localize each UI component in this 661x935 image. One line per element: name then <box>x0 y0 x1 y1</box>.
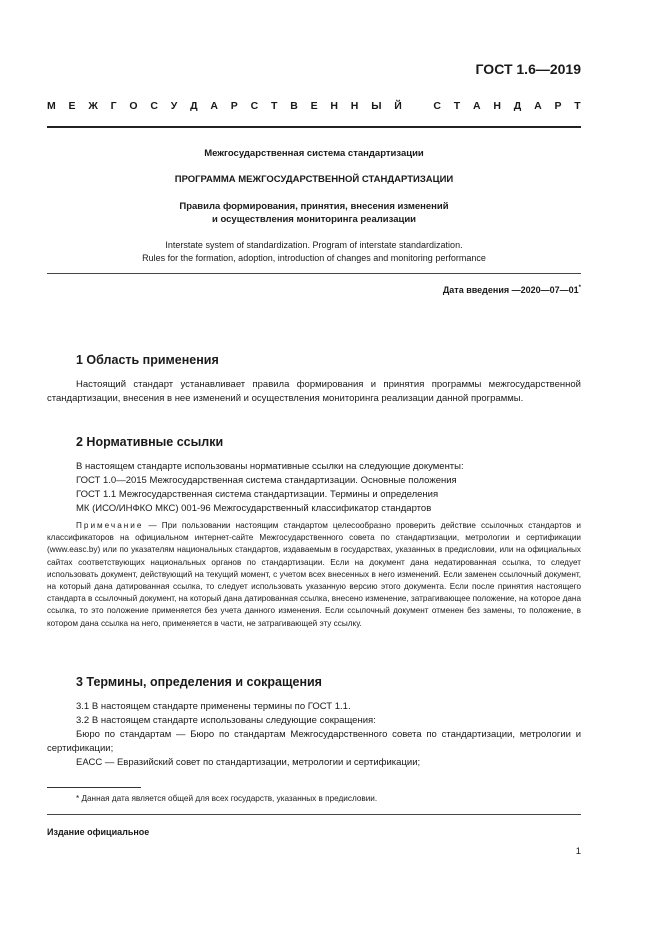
footnote-mark: * <box>578 285 581 291</box>
section-2-note <box>47 520 581 630</box>
abbreviation-easc: ЕАСС — Евразийский совет по стандартизации, метрологии и сертификации; <box>76 757 421 768</box>
footnote: * Данная дата является общей для всех государств, указанных в предисловии. <box>76 794 378 803</box>
english-title-line-1: Interstate system of standardization. Program of interstate standardization. <box>165 240 463 250</box>
banner-letter: Д <box>190 100 198 112</box>
reference-gost-1-1: ГОСТ 1.1 Межгосударственная система стандартизации. Термины и определения <box>76 489 439 500</box>
english-title-line-2: Rules for the formation, adoption, introduction of changes and monitoring performance <box>142 253 486 263</box>
reference-gost-1-0: ГОСТ 1.0—2015 Межгосударственная система стандартизации. Основные положения <box>76 475 457 486</box>
system-title: Межгосударственная система стандартизации <box>204 148 424 159</box>
banner-letter: Е <box>68 100 76 112</box>
standard-code: ГОСТ 1.6—2019 <box>475 61 581 77</box>
banner-letter: Т <box>270 100 278 112</box>
introduction-date <box>443 285 581 295</box>
banner-letter: С <box>150 100 158 112</box>
banner-letter: Н <box>330 100 338 112</box>
banner-letter: В <box>290 100 298 112</box>
title-rule <box>47 273 581 274</box>
banner-letter: Ж <box>88 100 98 112</box>
page-number: 1 <box>575 846 581 857</box>
main-title: ПРОГРАММА МЕЖГОСУДАРСТВЕННОЙ СТАНДАРТИЗАЦИИ <box>174 174 454 185</box>
subtitle-line-1: Правила формирования, принятия, внесения изменений <box>179 201 449 212</box>
banner-letter: Т <box>574 100 581 112</box>
banner-letter: Р <box>554 100 562 112</box>
english-title <box>47 239 581 265</box>
banner-letter: Й <box>394 100 402 112</box>
banner-letter: Д <box>513 100 522 112</box>
banner-letter: О <box>129 100 138 112</box>
clause-3-1: 3.1 В настоящем стандарте применены термины по ГОСТ 1.1. <box>76 701 351 712</box>
banner-letter: М <box>47 100 56 112</box>
introduction-date-text: Дата введения —2020—07—01 <box>442 285 579 295</box>
banner-letter: У <box>170 100 178 112</box>
section-1-text: Настоящий стандарт устанавливает правила формирования и принятия программы межгосударственной стандартизации, внесения в нее изменений и осуществления мониторинга реализации данной программы. <box>47 379 581 404</box>
banner-letter: Т <box>453 100 461 112</box>
banner-letter: Ы <box>371 100 382 112</box>
header-rule <box>47 126 581 128</box>
banner-letter: С <box>433 100 441 112</box>
banner-letter: А <box>473 100 481 112</box>
section-2-heading: 2 Нормативные ссылки <box>76 435 224 449</box>
footnote-rule <box>47 787 141 788</box>
banner-letter: Н <box>493 100 501 112</box>
banner-letter: А <box>534 100 542 112</box>
abbreviation-bureau: Бюро по стандартам — Бюро по стандартам Межгосударственного совета по стандартизации, метрологии и сертификации; <box>47 729 581 754</box>
subtitle <box>47 200 581 226</box>
section-3-heading: 3 Термины, определения и сокращения <box>76 675 322 689</box>
banner-letter: Р <box>230 100 238 112</box>
subtitle-line-2: и осуществления мониторинга реализации <box>211 214 417 225</box>
banner-gap <box>415 100 421 112</box>
note-label: Примечание <box>76 521 144 530</box>
standard-banner <box>47 100 581 112</box>
banner-letter: А <box>210 100 218 112</box>
banner-letter: С <box>250 100 259 112</box>
section-1-heading: 1 Область применения <box>76 353 219 367</box>
banner-letter: Н <box>350 100 359 112</box>
clause-3-2: 3.2 В настоящем стандарте использованы следующие сокращения: <box>76 715 376 726</box>
edition-label: Издание официальное <box>47 827 150 837</box>
reference-mk-001-96: МК (ИСО/ИНФКО МКС) 001-96 Межгосударственный классификатор стандартов <box>76 503 432 514</box>
footer-rule <box>47 814 581 815</box>
note-text: — При пользовании настоящим стандартом целесообразно проверить действие ссылочных стандартов и классификаторов на официальном интернет-сайте Межгосударственного совета по стандартизации, метрологии и сертификации (www.easc.by) или по указателям национальных стандартов, издаваемым в государствах, указанных в предисловии, или на официальных сайтах соответствующих национальных органов по стандартизации. Если на документ дана недатированная ссылка, то следует использовать документ, действующий на текущий момент, с учетом всех внесенных в него изменений. Если заменен ссылочный документ, на который дана датированная ссылка, то следует использовать указанную версию этого документа. Если после принятия настоящего стандарта в ссылочный документ, на который дана датированная ссылка, внесено изменение, затрагивающее положение, на которое дана ссылка, то это положение применяется без учета данного изменения. Если ссылочный документ отменен без замены, то положение, в котором дана ссылка на него, применяется в части, не затрагивающей эту ссылку. <box>47 521 581 628</box>
section-2-intro: В настоящем стандарте использованы нормативные ссылки на следующие документы: <box>76 461 464 472</box>
banner-letter: Г <box>110 100 117 112</box>
banner-letter: Е <box>310 100 318 112</box>
